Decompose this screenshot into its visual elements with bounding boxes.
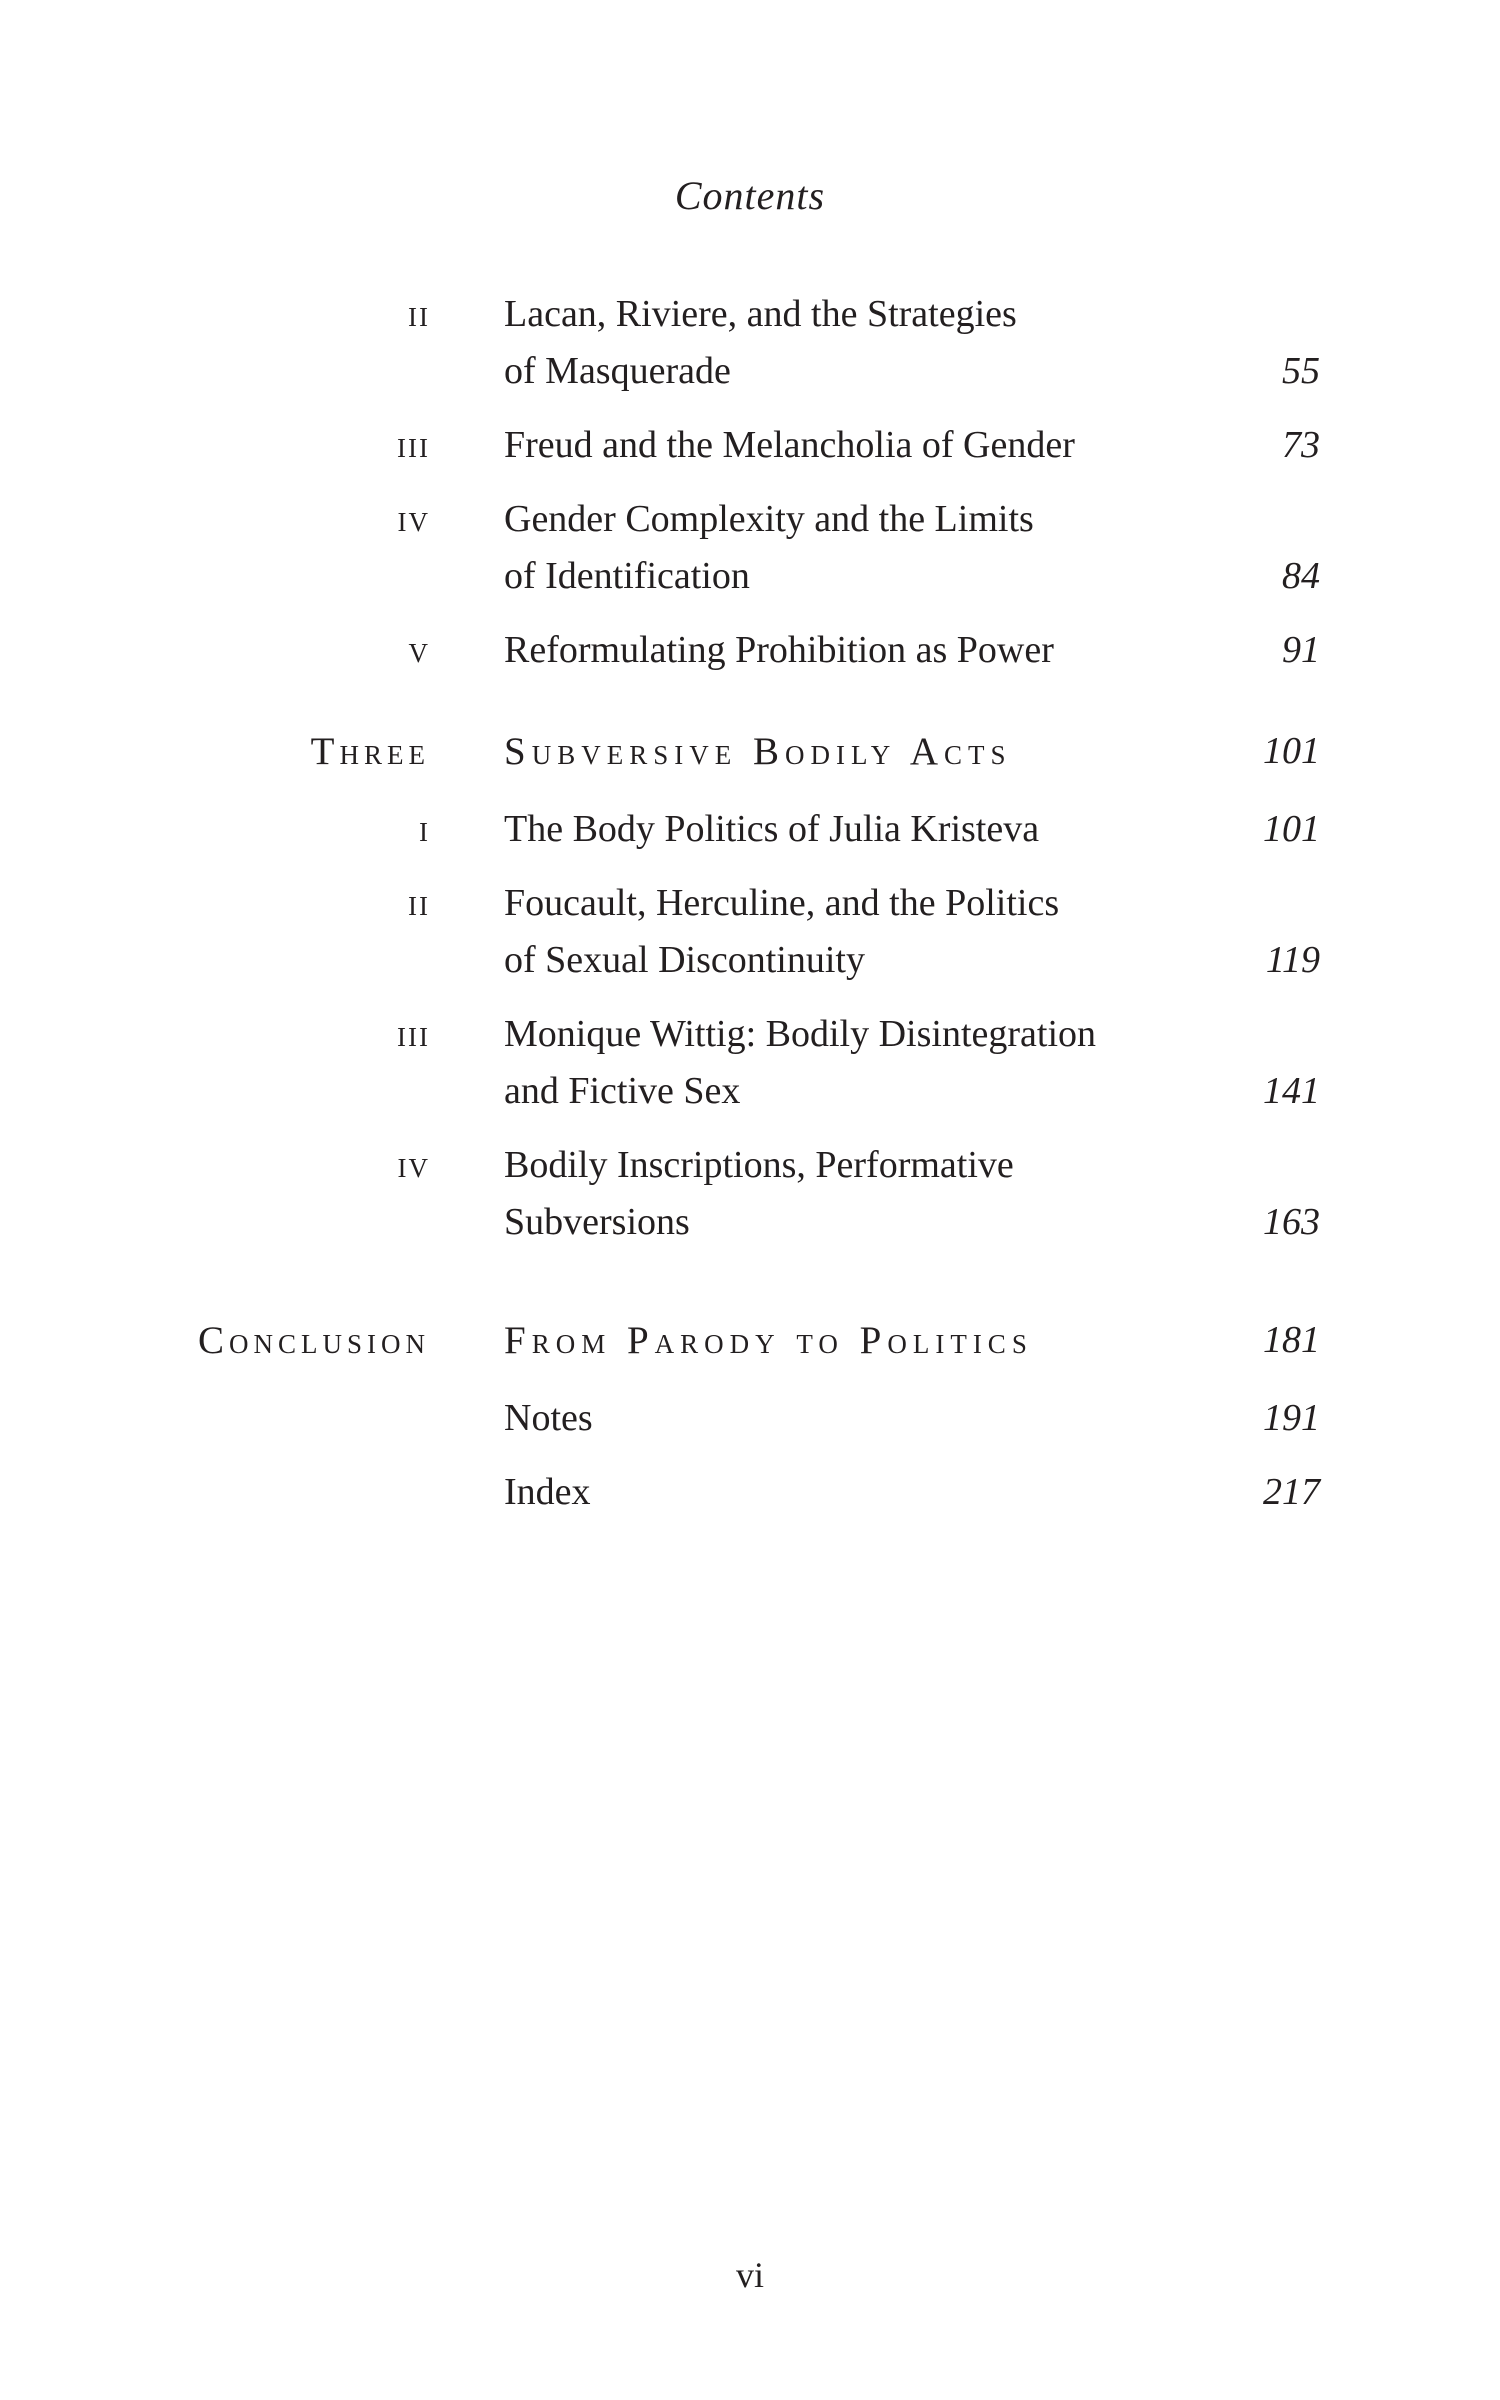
- section-number: iv: [397, 1144, 430, 1186]
- section-number: v: [408, 629, 430, 671]
- page-number: 163: [1263, 1201, 1320, 1243]
- page-number: 101: [1263, 808, 1320, 850]
- toc-entry: [0, 1006, 1500, 1120]
- page-number: 84: [1282, 555, 1320, 597]
- chapter-title: [504, 1312, 1204, 1369]
- entry-title-line: of Masquerade: [504, 350, 731, 392]
- entry-title-line: Reformulating Prohibition as Power: [504, 629, 1054, 671]
- table-of-contents: [0, 286, 1500, 1521]
- entry-title: [504, 622, 1204, 679]
- section-number: iii: [397, 424, 430, 466]
- section-number: iii: [397, 1013, 430, 1055]
- entry-title-line: of Identification: [504, 555, 750, 597]
- toc-chapter-entry: [0, 723, 1500, 780]
- entry-title: [504, 417, 1204, 474]
- entry-title: [504, 801, 1204, 858]
- toc-entry: [0, 286, 1500, 400]
- toc-entry: [0, 491, 1500, 605]
- entry-title: [504, 491, 1204, 605]
- folio-page-number: vi: [735, 2255, 764, 2295]
- entry-title: [504, 1137, 1204, 1251]
- toc-entry: [0, 875, 1500, 989]
- section-number: i: [419, 808, 430, 850]
- section-number: ii: [408, 882, 430, 924]
- entry-title-line: Foucault, Herculine, and the Politics: [504, 882, 1060, 924]
- toc-entry: [0, 417, 1500, 474]
- entry-title-line: Lacan, Riviere, and the Strategies: [504, 293, 1017, 335]
- entry-title-line: and Fictive Sex: [504, 1070, 741, 1112]
- page-number: 141: [1263, 1070, 1320, 1112]
- entry-title-line: Subversions: [504, 1201, 690, 1243]
- section-number: ii: [408, 293, 430, 335]
- chapter-title: [504, 723, 1204, 780]
- page-number: 91: [1282, 629, 1320, 671]
- page-number: 55: [1282, 350, 1320, 392]
- entry-title-line: of Sexual Discontinuity: [504, 939, 865, 981]
- entry-title-line: Monique Wittig: Bodily Disintegration: [504, 1013, 1097, 1055]
- entry-title-line: The Body Politics of Julia Kristeva: [504, 808, 1040, 850]
- page-number: 191: [1263, 1397, 1320, 1439]
- page-number: 217: [1263, 1471, 1320, 1513]
- entry-title: [504, 1006, 1204, 1120]
- toc-entry: [0, 1464, 1500, 1521]
- page-number: 101: [1263, 730, 1320, 772]
- entry-title-line: Notes: [504, 1397, 593, 1439]
- entry-title-line: Bodily Inscriptions, Performative: [504, 1144, 1014, 1186]
- page-number: 119: [1265, 939, 1320, 981]
- toc-entry: [0, 1137, 1500, 1251]
- toc-entry: [0, 801, 1500, 858]
- page-number: 73: [1282, 424, 1320, 466]
- entry-title: [504, 286, 1204, 400]
- chapter-number: Three: [310, 730, 430, 773]
- toc-entry: [0, 622, 1500, 679]
- entry-title-line: Gender Complexity and the Limits: [504, 498, 1034, 540]
- entry-title-line: Index: [504, 1471, 591, 1513]
- page-number: 181: [1263, 1319, 1320, 1361]
- toc-entry: [0, 1390, 1500, 1447]
- running-head: Contents: [674, 173, 826, 218]
- toc-chapter-entry: [0, 1312, 1500, 1369]
- entry-title: [504, 875, 1204, 989]
- entry-title-line: From Parody to Politics: [504, 1319, 1033, 1362]
- entry-title-line: Freud and the Melancholia of Gender: [504, 424, 1075, 466]
- entry-title-line: Subversive Bodily Acts: [504, 730, 1012, 773]
- entry-title: [504, 1390, 1204, 1447]
- entry-title: [504, 1464, 1204, 1521]
- chapter-number: Conclusion: [197, 1319, 430, 1362]
- section-number: iv: [397, 498, 430, 540]
